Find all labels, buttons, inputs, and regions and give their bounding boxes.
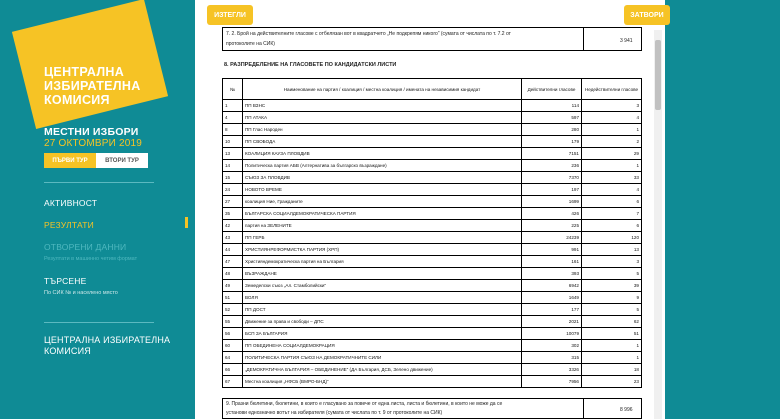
row-invalid-votes: 3	[582, 256, 642, 268]
row-party-name: ПОЛИТИЧЕСКА ПАРТИЯ СЪЮЗ НА ДЕМОКРАТИЧНИТЕ СИЛИ	[243, 352, 522, 364]
row-number: 55	[223, 316, 243, 328]
row-party-name: партия на ЗЕЛЕНИТЕ	[243, 220, 522, 232]
row-invalid-votes: 33	[582, 172, 642, 184]
row-number: 43	[223, 232, 243, 244]
row-number: 10	[223, 136, 243, 148]
row-party-name: ПП Глас Народен	[243, 124, 522, 136]
row-number: 35	[223, 208, 243, 220]
sidebar-divider	[44, 182, 154, 183]
sidebar	[0, 0, 190, 419]
row-number: 27	[223, 196, 243, 208]
row-7-2-value-cell	[583, 27, 642, 51]
row-invalid-votes: 18	[582, 364, 642, 376]
row-invalid-votes: 62	[582, 316, 642, 328]
row-invalid-votes: 5	[582, 304, 642, 316]
row-number: 4	[223, 112, 243, 124]
row-valid-votes: 7956	[522, 376, 582, 388]
row-7-2-text-line-2: протоколите на СИК)	[226, 41, 275, 47]
row-invalid-votes: 1	[582, 160, 642, 172]
row-number: 42	[223, 220, 243, 232]
row-number: 48	[223, 268, 243, 280]
table-row	[223, 148, 642, 160]
row-valid-votes: 24239	[522, 232, 582, 244]
row-valid-votes: 302	[522, 340, 582, 352]
row-party-name: СЪЮЗ ЗА ПЛОВДИВ	[243, 172, 522, 184]
nav-open-data-subtitle: Резултати в машинно четим формат	[44, 256, 138, 262]
table-row	[223, 304, 642, 316]
row-valid-votes: 280	[522, 124, 582, 136]
header-number: №	[223, 79, 243, 100]
table-row	[223, 112, 642, 124]
nav-search-subtitle: По СИК № и населено място	[44, 290, 118, 296]
header-invalid-votes: Недействителни гласове	[582, 79, 642, 100]
row-invalid-votes: 1	[582, 340, 642, 352]
row-party-name: ПП ГЕРБ	[243, 232, 522, 244]
row-number: 47	[223, 256, 243, 268]
table-row	[223, 376, 642, 388]
round-first-tab[interactable]: ПЪРВИ ТУР	[44, 153, 96, 168]
table-row	[223, 256, 642, 268]
table-row	[223, 100, 642, 112]
row-number: 14	[223, 160, 243, 172]
row-party-name: НОВОТО ВРЕМЕ	[243, 184, 522, 196]
row-valid-votes: 3326	[522, 364, 582, 376]
row-9-value: 8 996	[620, 407, 633, 413]
row-valid-votes: 114	[522, 100, 582, 112]
row-valid-votes: 197	[522, 184, 582, 196]
row-valid-votes: 161	[522, 256, 582, 268]
row-valid-votes: 426	[522, 208, 582, 220]
row-invalid-votes: 13	[582, 244, 642, 256]
logo-text[interactable]	[44, 65, 141, 107]
table-row	[223, 292, 642, 304]
row-valid-votes: 177	[522, 304, 582, 316]
table-header-row	[223, 79, 642, 100]
row-invalid-votes: 39	[582, 280, 642, 292]
elections-date: 27 ОКТОМВРИ 2019	[44, 138, 143, 149]
table-row	[223, 208, 642, 220]
row-invalid-votes: 120	[582, 232, 642, 244]
row-invalid-votes: 4	[582, 112, 642, 124]
row-number: 60	[223, 340, 243, 352]
header-valid-votes: Действителни гласове	[522, 79, 582, 100]
row-number: 64	[223, 352, 243, 364]
table-row	[223, 172, 642, 184]
row-number: 51	[223, 292, 243, 304]
row-invalid-votes: 29	[582, 148, 642, 160]
close-button[interactable]: ЗАТВОРИ	[624, 5, 670, 25]
table-row	[223, 232, 642, 244]
row-valid-votes: 225	[522, 220, 582, 232]
row-number: 1	[223, 100, 243, 112]
row-9-value-cell	[583, 398, 642, 419]
nav-results[interactable]: РЕЗУЛТАТИ	[44, 220, 94, 230]
row-party-name: Движение за права и свободи – ДПС	[243, 316, 522, 328]
table-row	[223, 160, 642, 172]
row-party-name: Местна коалиция „НФСБ (ВМРО-БНД)“	[243, 376, 522, 388]
row-9-text-line-1: 9. Празни бюлетини, бюлетини, в които е гласувано за повече от една листа, листа и бюлетини, в които не може да се	[226, 401, 503, 407]
table-row	[223, 196, 642, 208]
round-second-tab[interactable]: ВТОРИ ТУР	[96, 153, 148, 168]
logo-line-3: КОМИСИЯ	[44, 93, 110, 107]
row-7-2-text-line-1: 7. 2. Брой на действителните гласове с отбелязан вот в квадратчето „Не подкрепям никого“ (сумата от числата по т. 7.2 от	[226, 31, 511, 37]
section-title: 8. РАЗПРЕДЕЛЕНИЕ НА ГЛАСОВЕТЕ ПО КАНДИДАТСКИ ЛИСТИ	[224, 62, 397, 68]
footer-commission-name[interactable]	[44, 335, 170, 357]
row-party-name: ХРИСТИЯНРЕФОРМИСТКА ПАРТИЯ (ХРП)	[243, 244, 522, 256]
row-valid-votes: 236	[522, 160, 582, 172]
row-invalid-votes: 5	[582, 268, 642, 280]
row-valid-votes: 7370	[522, 172, 582, 184]
footer-line-1: ЦЕНТРАЛНА ИЗБИРАТЕЛНА	[44, 335, 171, 345]
row-party-name: КОАЛИЦИЯ КАУЗА ПЛОВДИВ	[243, 148, 522, 160]
row-number: 66	[223, 364, 243, 376]
active-nav-marker	[185, 217, 188, 228]
table-row	[223, 220, 642, 232]
row-valid-votes: 1649	[522, 292, 582, 304]
table-row	[223, 328, 642, 340]
row-valid-votes: 7151	[522, 148, 582, 160]
logo-line-2: ИЗБИРАТЕЛНА	[44, 79, 141, 93]
row-7-2-value: 3 941	[620, 38, 633, 44]
row-number: 15	[223, 172, 243, 184]
row-invalid-votes: 6	[582, 220, 642, 232]
row-valid-votes: 179	[522, 136, 582, 148]
row-valid-votes: 991	[522, 244, 582, 256]
table-row	[223, 268, 642, 280]
row-number: 44	[223, 244, 243, 256]
row-invalid-votes: 2	[582, 136, 642, 148]
row-party-name: Християндемократическа партия на България	[243, 256, 522, 268]
row-party-name: коалиция Ние, Гражданите	[243, 196, 522, 208]
row-number: 24	[223, 184, 243, 196]
row-party-name: ВЪЗРАЖДАНЕ	[243, 268, 522, 280]
table-row	[223, 280, 642, 292]
row-number: 52	[223, 304, 243, 316]
row-invalid-votes: 6	[582, 196, 642, 208]
sidebar-divider	[44, 322, 154, 323]
row-valid-votes: 6942	[522, 280, 582, 292]
download-button[interactable]: ИЗТЕГЛИ	[207, 5, 253, 25]
row-party-name: ПП АТАКА	[243, 112, 522, 124]
row-number: 13	[223, 148, 243, 160]
round-switcher	[44, 153, 148, 168]
row-invalid-votes: 7	[582, 208, 642, 220]
header-party: Наименование на партия / коалиция / местна коалиция / имената на независимия кандидат	[243, 79, 522, 100]
row-invalid-votes: 51	[582, 328, 642, 340]
row-invalid-votes: 9	[582, 292, 642, 304]
row-invalid-votes: 23	[582, 376, 642, 388]
nav-open-data[interactable]: ОТВОРЕНИ ДАННИ	[44, 242, 127, 252]
row-number: 67	[223, 376, 243, 388]
row-valid-votes: 1699	[522, 196, 582, 208]
table-row	[223, 184, 642, 196]
table-row	[223, 244, 642, 256]
row-invalid-votes: 4	[582, 184, 642, 196]
table-row	[223, 136, 642, 148]
row-valid-votes: 2021	[522, 316, 582, 328]
row-party-name: ПП ОБЕДИНЕНА СОЦИАЛДЕМОКРАЦИЯ	[243, 340, 522, 352]
row-invalid-votes: 1	[582, 352, 642, 364]
row-party-name: ПП ДОСТ	[243, 304, 522, 316]
row-number: 8	[223, 124, 243, 136]
row-party-name: ПП СВОБОДА	[243, 136, 522, 148]
row-valid-votes: 393	[522, 268, 582, 280]
row-valid-votes: 10079	[522, 328, 582, 340]
nav-search[interactable]: ТЪРСЕНЕ	[44, 276, 87, 286]
row-party-name: Земеделски съюз „Ал. Стамболийски“	[243, 280, 522, 292]
table-row	[223, 364, 642, 376]
row-valid-votes: 597	[522, 112, 582, 124]
nav-activity[interactable]: АКТИВНОСТ	[44, 198, 98, 208]
table-row	[223, 316, 642, 328]
row-party-name: БЪЛГАРСКА СОЦИАЛДЕМОКРАТИЧЕСКА ПАРТИЯ	[243, 208, 522, 220]
scrollbar-thumb[interactable]	[655, 40, 661, 110]
row-party-name: ВОЛЯ	[243, 292, 522, 304]
table-row	[223, 124, 642, 136]
row-number: 49	[223, 280, 243, 292]
table-row	[223, 340, 642, 352]
row-invalid-votes: 3	[582, 100, 642, 112]
footer-line-2: КОМИСИЯ	[44, 346, 91, 356]
row-party-name: „ДЕМОКРАТИЧНА БЪЛГАРИЯ – ОБЕДИНЕНИЕ“ (ДА България, ДСБ, Зелено движение)	[243, 364, 522, 376]
row-party-name: Политическа партия АБВ (Алтернатива за българско възраждане)	[243, 160, 522, 172]
logo-line-1: ЦЕНТРАЛНА	[44, 65, 125, 79]
row-number: 56	[223, 328, 243, 340]
elections-title: МЕСТНИ ИЗБОРИ	[44, 126, 139, 138]
row-invalid-votes: 1	[582, 124, 642, 136]
row-9-text-line-2: установи еднозначно вотът на избирателя (сумата от числата по т. 9 от протоколите на СИК)	[226, 410, 443, 416]
table-row	[223, 352, 642, 364]
row-party-name: БСП ЗА БЪЛГАРИЯ	[243, 328, 522, 340]
row-party-name: ПП ВЗНС	[243, 100, 522, 112]
results-table	[222, 78, 642, 388]
row-valid-votes: 315	[522, 352, 582, 364]
